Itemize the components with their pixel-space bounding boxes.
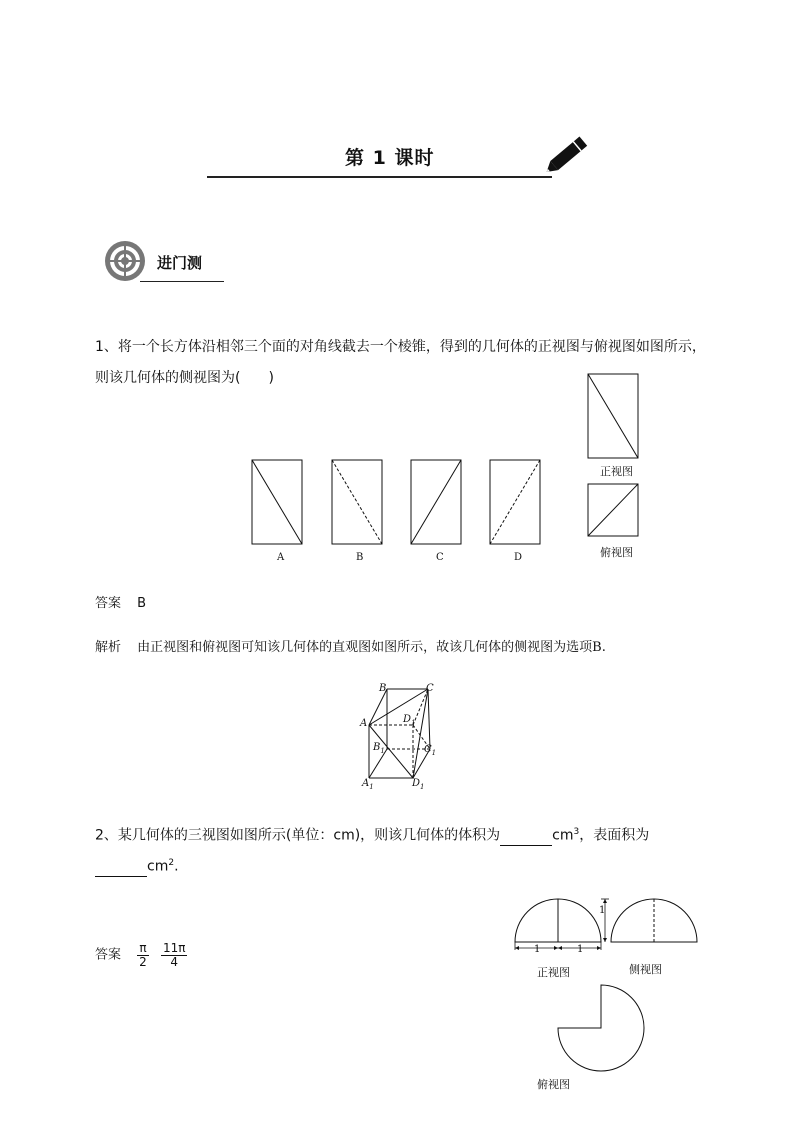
target-icon xyxy=(101,239,149,287)
option-d-figure xyxy=(490,460,540,544)
q2-side-view xyxy=(611,899,697,942)
q1-analysis xyxy=(95,638,606,658)
q2-answer-volume: $\frac{\pi}{2}$ xyxy=(139,941,147,969)
q1-options-figure xyxy=(245,455,555,570)
page-title: 第 1 课时 xyxy=(345,147,435,169)
option-d-label: D xyxy=(514,552,523,563)
option-b-label: B xyxy=(356,552,364,563)
pencil-icon xyxy=(540,126,596,182)
dim-label-left: 1 xyxy=(534,944,541,955)
area-blank xyxy=(95,862,147,877)
dim-label-right: 1 xyxy=(577,944,584,955)
q2-front-view xyxy=(515,899,609,950)
q2-stem-2: ，表面积为 xyxy=(579,827,650,844)
q2-answer-label: 答案 xyxy=(95,947,122,963)
option-a-label: A xyxy=(277,552,285,563)
answer-label: 答案 xyxy=(95,596,122,611)
q2-three-views xyxy=(505,888,705,1088)
vertex-b1: $B_1$ xyxy=(373,742,385,755)
q2-line1 xyxy=(95,822,735,846)
q2-stem: 2、某几何体的三视图如图所示(单位：cm)，则该几何体的体积为 xyxy=(95,827,501,844)
section-underline xyxy=(140,281,224,282)
area-unit-exp: 2 xyxy=(168,858,175,868)
volume-blank xyxy=(500,831,552,846)
vertex-d1: $D_1$ xyxy=(403,714,416,727)
option-c-figure xyxy=(411,460,461,544)
vertex-b: B xyxy=(379,683,387,694)
answer-value: B xyxy=(137,596,147,611)
option-c-label: C xyxy=(436,552,444,563)
q1-given-views xyxy=(585,370,645,542)
q2-side-caption: 侧视图 xyxy=(629,963,662,976)
volume-unit-exp: 3 xyxy=(573,827,580,837)
q2-top-caption: 俯视图 xyxy=(537,1078,570,1091)
q1-line2: 则该几何体的侧视图为( ) xyxy=(95,370,274,386)
front-view-figure xyxy=(588,374,638,458)
dim-label-height: 1 xyxy=(599,905,606,916)
analysis-label: 解析 xyxy=(95,640,122,655)
vertex-c: C xyxy=(426,683,434,694)
q2-top-view xyxy=(558,985,644,1071)
title-underline xyxy=(207,176,552,178)
volume-unit: cm xyxy=(552,827,574,844)
vertex-c1: $C_1$ xyxy=(424,744,437,757)
section-label: 进门测 xyxy=(157,254,203,272)
q2-front-caption: 正视图 xyxy=(537,966,570,979)
analysis-text: 由正视图和俯视图可知该几何体的直观图如图所示，故该几何体的侧视图为选项B. xyxy=(137,640,606,655)
option-a-figure xyxy=(252,460,302,544)
q2-answer xyxy=(95,942,191,969)
top-view-caption: 俯视图 xyxy=(600,546,633,559)
q2-line2: $cm^2$. xyxy=(95,853,179,877)
vertex-a1: $A_1$ xyxy=(362,778,374,791)
vertex-d1b: $D_1$ xyxy=(412,778,425,791)
vertex-a: A xyxy=(360,718,368,729)
front-view-caption: 正视图 xyxy=(600,465,633,478)
option-b-figure xyxy=(332,460,382,544)
area-unit: cm xyxy=(147,858,169,875)
q1-line1: 1、将一个长方体沿相邻三个面的对角线截去一个棱锥，得到的几何体的正视图与俯视图如图所示， xyxy=(95,339,706,355)
top-view-figure xyxy=(588,484,638,536)
q2-answer-area: $\frac{11\pi}{4}$ xyxy=(162,941,186,969)
q1-answer xyxy=(95,594,146,614)
